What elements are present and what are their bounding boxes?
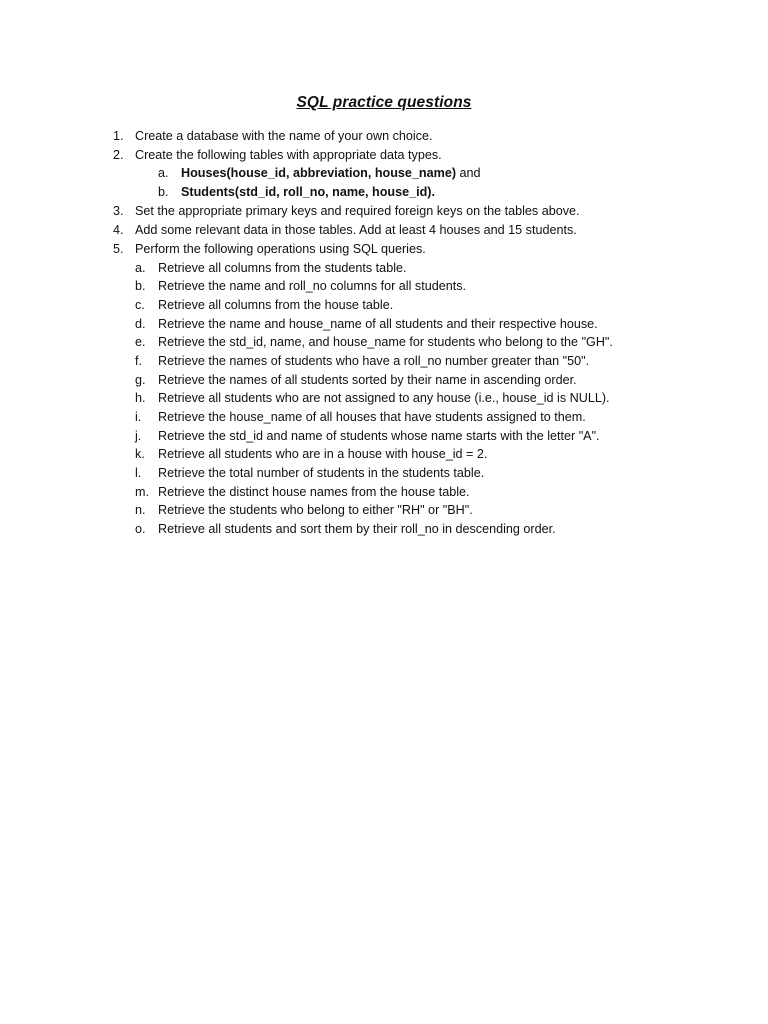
sub-item-text: Retrieve the name and roll_no columns for all students. — [158, 279, 467, 293]
sub-marker: a. — [135, 261, 146, 275]
sub-marker: i. — [135, 410, 142, 424]
sub-marker: b. — [158, 185, 169, 199]
document-title: SQL practice questions — [296, 94, 472, 111]
sub-item-text: Retrieve the names of students who have a roll_no number greater than "50". — [158, 354, 590, 368]
sub-marker: n. — [135, 503, 146, 517]
sub-item-text: Retrieve the names of all students sorted by their name in ascending order. — [158, 373, 577, 387]
list-item-text: Add some relevant data in those tables. Add at least 4 houses and 15 students. — [135, 223, 577, 237]
sub-marker: j. — [135, 429, 142, 443]
sub-marker: k. — [135, 447, 145, 461]
sub-item-text: Retrieve the std_id, name, and house_name for students who belong to the "GH". — [158, 335, 613, 349]
sub-marker: o. — [135, 522, 146, 536]
sub-item-text: Retrieve all columns from the house table. — [158, 298, 394, 312]
sub-marker: h. — [135, 391, 146, 405]
sub-item-text: Retrieve the std_id and name of students whose name starts with the letter "A". — [158, 429, 600, 443]
sub-item-text: Retrieve the name and house_name of all students and their respective house. — [158, 317, 598, 331]
sub-item-text: Retrieve the students who belong to either "RH" or "BH". — [158, 503, 473, 517]
sub-item-text: Retrieve all students who are not assigned to any house (i.e., house_id is NULL). — [158, 391, 610, 405]
table-definition-houses: Houses(house_id, abbreviation, house_name) — [181, 166, 457, 180]
list-marker: 4. — [113, 223, 124, 237]
sub-marker: g. — [135, 373, 146, 387]
sub-item-text: Retrieve the total number of students in the students table. — [158, 466, 485, 480]
list-marker: 1. — [113, 129, 124, 143]
sub-item-text: Retrieve all students and sort them by their roll_no in descending order. — [158, 522, 556, 536]
sub-marker: e. — [135, 335, 146, 349]
table-definition-students: Students(std_id, roll_no, name, house_id). — [181, 185, 436, 199]
list-item-text: Create a database with the name of your own choice. — [135, 129, 433, 143]
sub-item-text: Retrieve all columns from the students table. — [158, 261, 407, 275]
sub-marker: m. — [135, 485, 149, 499]
sub-marker: b. — [135, 279, 146, 293]
sub-marker: l. — [135, 466, 142, 480]
list-item-text: Perform the following operations using SQL queries. — [135, 242, 426, 256]
list-item-text: Create the following tables with appropriate data types. — [135, 148, 442, 162]
sub-marker: f. — [135, 354, 142, 368]
sub-marker: d. — [135, 317, 146, 331]
list-item-text: Set the appropriate primary keys and required foreign keys on the tables above. — [135, 204, 580, 218]
sub-item-text — [181, 164, 481, 182]
list-marker: 5. — [113, 242, 124, 256]
sub-marker: c. — [135, 298, 145, 312]
list-marker: 3. — [113, 204, 124, 218]
list-marker: 2. — [113, 148, 124, 162]
sub-item-text: Retrieve the house_name of all houses that have students assigned to them. — [158, 410, 586, 424]
conjunction-text: and — [456, 166, 481, 180]
sub-item-text: Retrieve the distinct house names from the house table. — [158, 485, 470, 499]
sub-marker: a. — [158, 166, 169, 180]
sub-item-text: Retrieve all students who are in a house with house_id = 2. — [158, 447, 488, 461]
